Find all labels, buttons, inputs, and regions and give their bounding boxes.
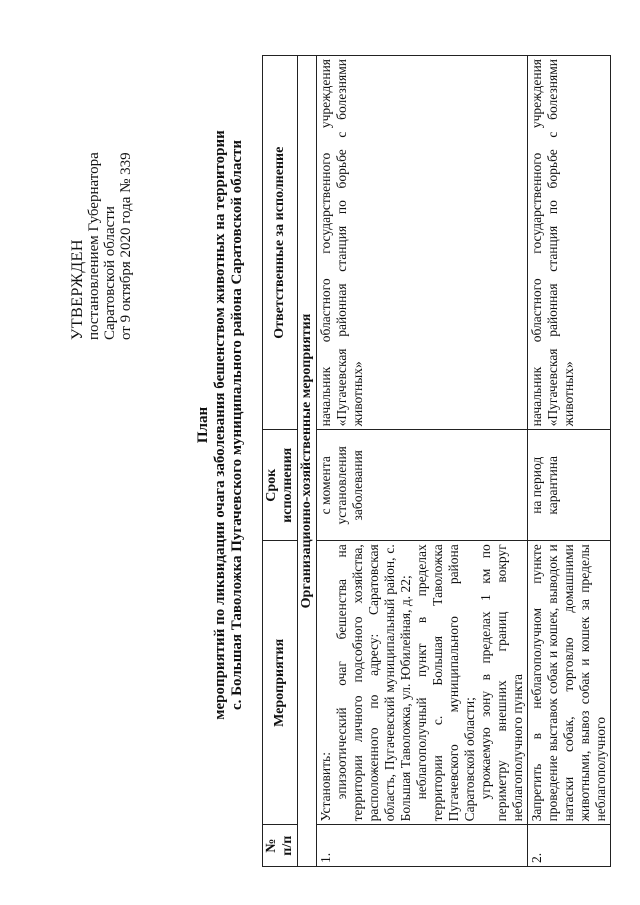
title-line-1: План [195,406,211,444]
header-activity: Мероприятия [263,541,298,825]
table-row [528,56,611,867]
header-responsible: Ответственные за исполнение [263,56,298,430]
row-deadline: с момента установления заболевания [317,430,528,541]
row-activity [317,541,528,825]
header-num-line-2: п/п [280,835,295,856]
row-number: 2. [528,825,611,867]
approval-line-1: постановлением Губернатора [86,152,102,340]
table-header-row [263,56,298,867]
document-title [195,25,246,825]
row-number: 1. [317,825,528,867]
activity-paragraph-3: угрожаемую зону в пределах 1 км по периметру внешних границ вокруг неблагополучного пункта [478,544,525,822]
row-activity: Запретить в неблагополучном пункте проведение выставок собак и кошек, выводок и натаски собак, торговлю домашними животными, вывоз собак и кошек за пределы неблагополучного [528,541,611,825]
header-deadline [263,430,298,541]
header-deadline-line-1: Срок [264,468,279,502]
plan-table [262,55,611,867]
row-responsible: начальник областного государственного учреждения «Пугачевская районная станция по борьбе с болезнями животных» [317,56,528,430]
section-row [298,56,317,867]
title-line-2: мероприятий по ликвидации очага заболевания бешенством животных на территории [212,130,228,720]
row-responsible: начальник областного государственного учреждения «Пугачевская районная станция по борьбе с болезнями животных» [528,56,611,430]
row-deadline: на период карантина [528,430,611,541]
header-num [263,825,298,867]
title-line-3: с. Большая Таволожка Пугачевского муниципального района Саратовской области [229,139,245,711]
activity-paragraph-2: неблагополучный пункт в пределах территории с. Большая Таволожка Пугачевского муниципального района Саратовской области; [414,544,477,822]
header-num-line-1: № [264,838,279,853]
activity-intro: Установить: [318,752,333,822]
approval-line-2: Саратовской области [102,206,118,340]
table-row [317,56,528,867]
header-deadline-line-2: исполнения [280,447,295,523]
section-title: Организационно-хозяйственные мероприятия [298,56,317,867]
approval-stamp [70,152,134,340]
approval-line-3: от 9 октября 2020 года № 339 [118,152,134,340]
approval-heading: УТВЕРЖДЕН [69,239,86,340]
activity-paragraph-1: эпизоотический очаг бешенства на территории личного подсобного хозяйства, расположенного по адресу: Саратовская область, Пугачевский муниципальный район, с. Большая Таволожка, ул. Юбилейная, д. 22; [334,544,413,822]
